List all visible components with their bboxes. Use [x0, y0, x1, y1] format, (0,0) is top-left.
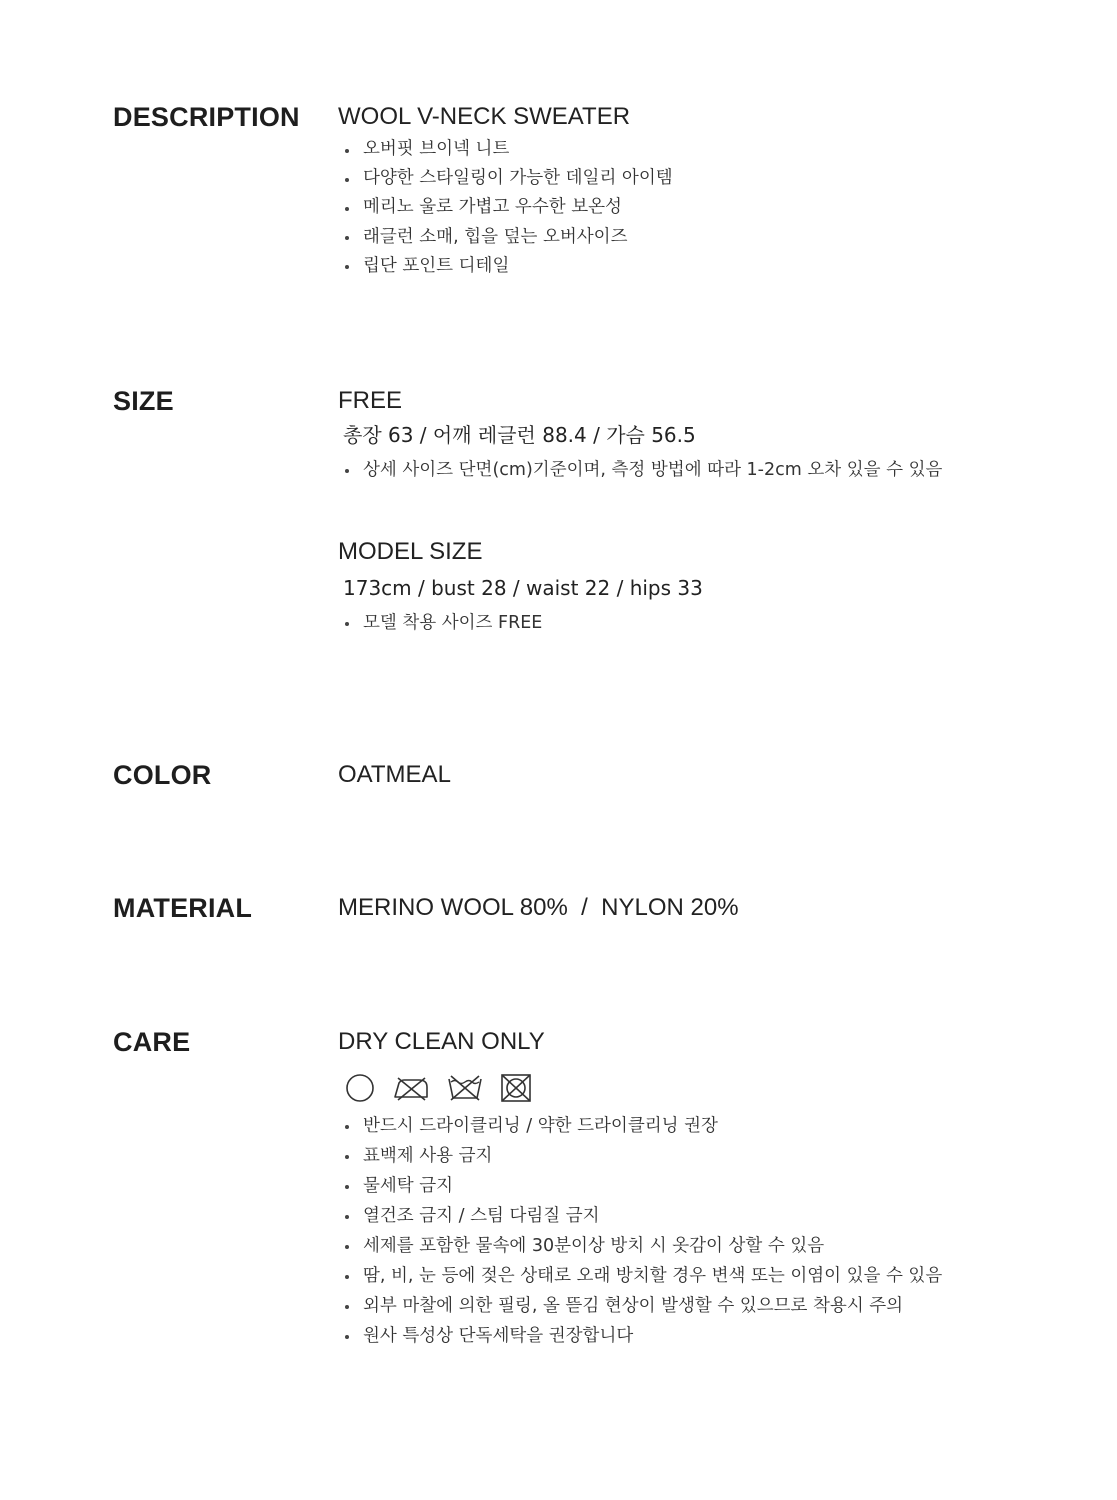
- size-label: SIZE: [113, 386, 174, 416]
- list-item: 모델 착용 사이즈 FREE: [338, 611, 1098, 635]
- list-item: 래글런 소매, 힙을 덮는 오버사이즈: [338, 223, 1098, 252]
- list-item: 물세탁 금지: [338, 1171, 1098, 1201]
- no-ironing-icon: [392, 1073, 430, 1103]
- care-content: [338, 1027, 1098, 1351]
- material-label: MATERIAL: [113, 893, 253, 923]
- size-title: FREE: [338, 387, 403, 414]
- list-item: 메리노 울로 가볍고 우수한 보온성: [338, 193, 1098, 222]
- size-note-list: [338, 458, 1098, 482]
- care-symbols: [345, 1073, 1098, 1103]
- list-item: 표백제 사용 금지: [338, 1141, 1098, 1171]
- color-label: COLOR: [113, 760, 212, 790]
- list-item: 열건조 금지 / 스팀 다림질 금지: [338, 1201, 1098, 1231]
- list-item: 상세 사이즈 단면(cm)기준이며, 측정 방법에 따라 1-2cm 오차 있을 수 있음: [338, 458, 1098, 482]
- dry-clean-icon: [345, 1073, 375, 1103]
- model-note-list: [338, 611, 1098, 635]
- list-item: 오버핏 브이넥 니트: [338, 135, 1098, 164]
- list-item: 세제를 포함한 물속에 30분이상 방치 시 옷감이 상할 수 있음: [338, 1231, 1098, 1261]
- description-list: [338, 135, 1098, 281]
- list-item: 반드시 드라이클리닝 / 약한 드라이클리닝 권장: [338, 1111, 1098, 1141]
- model-size-title: MODEL SIZE: [338, 538, 483, 565]
- no-tumble-dry-icon: [500, 1073, 532, 1103]
- product-title: WOOL V-NECK SWEATER: [338, 103, 631, 130]
- size-measurements: 총장 63 / 어깨 레글런 88.4 / 가슴 56.5: [343, 423, 696, 447]
- color-content: [338, 760, 1098, 790]
- care-title: DRY CLEAN ONLY: [338, 1028, 545, 1055]
- material-value: MERINO WOOL 80% / NYLON 20%: [338, 894, 739, 921]
- color-value: OATMEAL: [338, 761, 451, 788]
- size-content: [338, 386, 1098, 635]
- list-item: 다양한 스타일링이 가능한 데일리 아이템: [338, 164, 1098, 193]
- list-item: 립단 포인트 디테일: [338, 252, 1098, 281]
- care-list: [338, 1111, 1098, 1351]
- model-measurements: 173cm / bust 28 / waist 22 / hips 33: [343, 576, 703, 600]
- description-label: DESCRIPTION: [113, 102, 300, 132]
- list-item: 외부 마찰에 의한 필링, 올 뜯김 현상이 발생할 수 있으므로 착용시 주의: [338, 1291, 1098, 1321]
- list-item: 땀, 비, 눈 등에 젖은 상태로 오래 방치할 경우 변색 또는 이염이 있을 수 있음: [338, 1261, 1098, 1291]
- material-content: [338, 893, 1098, 923]
- description-content: [338, 102, 1098, 281]
- list-item: 원사 특성상 단독세탁을 권장합니다: [338, 1321, 1098, 1351]
- no-wash-icon: [447, 1073, 483, 1103]
- care-label: CARE: [113, 1027, 191, 1057]
